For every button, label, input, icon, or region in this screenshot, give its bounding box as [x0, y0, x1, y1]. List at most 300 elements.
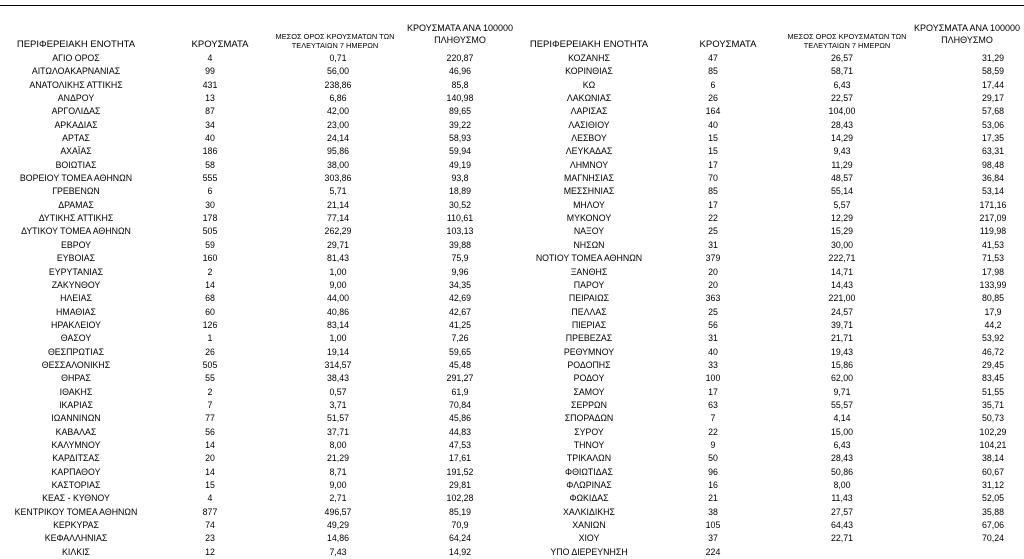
cell-avg7: 28,43 [830, 119, 853, 130]
cell-avg7: 221,00 [828, 293, 856, 304]
cell-per100k: 85,19 [448, 506, 471, 517]
cell-cases: 26 [708, 93, 718, 104]
cell-cases: 40 [708, 119, 718, 130]
cell-region: ΑΝΑΤΟΛΙΚΗΣ ΑΤΤΙΚΗΣ [29, 79, 123, 90]
cell-region: ΠΕΛΛΑΣ [571, 306, 607, 317]
cell-per100k: 59,94 [448, 146, 471, 157]
cell-avg7: 0,71 [329, 53, 347, 63]
cell-region: ΛΑΡΙΣΑΣ [570, 106, 608, 117]
cell-cases: 6 [207, 186, 213, 197]
cell-per100k: 58,93 [448, 133, 471, 144]
cell-region: ΦΘΙΩΤΙΔΑΣ [565, 466, 613, 477]
cell-region: ΑΡΚΑΔΙΑΣ [54, 119, 98, 130]
cell-avg7: 0,57 [329, 386, 347, 397]
cell-region: ΜΥΚΟΝΟΥ [566, 213, 612, 224]
cell-cases: 20 [205, 453, 215, 464]
cell-per100k: 18,89 [448, 186, 471, 197]
cell-avg7: 50,86 [830, 466, 853, 477]
cell-region: ΘΑΣΟΥ [60, 333, 92, 344]
cell-per100k: 291,27 [446, 373, 474, 384]
cell-avg7: 9,00 [329, 279, 347, 290]
cell-region: ΕΥΡΥΤΑΝΙΑΣ [48, 266, 104, 277]
cell-region: ΣΕΡΡΩΝ [571, 399, 607, 410]
cell-cases: 164 [705, 106, 721, 117]
header-avg7: ΜΕΣΟΣ ΟΡΟΣ ΚΡΟΥΣΜΑΤΩΝ ΤΩΝ ΤΕΛΕΥΤΑΙΩΝ 7 ΗΜΕΡΩΝ [787, 32, 907, 50]
cell-region: ΧΑΝΙΩΝ [572, 520, 606, 531]
cell-per100k: 70,84 [448, 399, 471, 410]
cell-per100k: 17,35 [981, 133, 1004, 144]
cell-cases: 50 [708, 453, 718, 464]
cell-region: ΘΗΡΑΣ [61, 373, 91, 384]
cell-cases: 2 [207, 386, 213, 397]
cell-region: ΧΙΟΥ [578, 533, 600, 544]
cell-cases: 68 [205, 293, 215, 304]
cell-region: ΝΗΣΩΝ [573, 239, 605, 250]
cell-per100k: 31,12 [981, 480, 1004, 490]
cell-region: ΕΒΡΟΥ [60, 239, 92, 250]
cell-per100k: 104,21 [979, 439, 1007, 450]
cell-avg7: 3,71 [329, 399, 347, 410]
cell-cases: 17 [708, 386, 718, 397]
cell-avg7: 222,71 [828, 253, 856, 264]
cell-cases: 555 [202, 173, 218, 184]
cell-region: ΙΘΑΚΗΣ [59, 386, 93, 397]
cell-cases: 379 [705, 253, 721, 264]
cell-cases: 178 [202, 213, 218, 224]
cell-avg7: 9,71 [833, 386, 851, 397]
cell-per100k: 42,69 [448, 293, 471, 304]
cell-cases: 20 [708, 279, 718, 290]
cell-per100k: 39,88 [448, 239, 471, 250]
cell-per100k: 9,96 [451, 266, 469, 277]
cell-per100k: 60,67 [981, 466, 1004, 477]
header-per100k: ΚΡΟΥΣΜΑΤΑ ΑΝΑ 100000 ΠΛΗΘΥΣΜΟ [407, 23, 513, 45]
cell-avg7: 81,43 [326, 253, 349, 264]
cell-cases: 15 [205, 480, 215, 490]
cell-cases: 505 [202, 226, 218, 237]
cell-per100k: 41,53 [981, 239, 1004, 250]
top-rule [0, 5, 1024, 6]
cell-region: ΣΥΡΟΥ [574, 426, 604, 437]
cell-cases: 4 [207, 53, 213, 63]
cell-cases: 14 [205, 439, 215, 450]
cell-region: ΤΡΙΚΑΛΩΝ [566, 453, 612, 464]
cell-region: ΘΕΣΣΑΛΟΝΙΚΗΣ [41, 359, 111, 370]
cell-cases: 877 [202, 506, 218, 517]
cell-per100k: 102,29 [979, 426, 1007, 437]
cell-cases: 56 [708, 319, 718, 330]
cell-avg7: 38,00 [326, 159, 349, 170]
cell-region: ΑΧΑΪΑΣ [60, 146, 92, 157]
cell-cases: 105 [705, 520, 721, 531]
cell-cases: 20 [708, 266, 718, 277]
cell-per100k: 75,9 [451, 253, 469, 264]
cell-region: ΚΑΛΥΜΝΟΥ [51, 439, 101, 450]
cell-cases: 87 [205, 106, 215, 117]
cell-cases: 23 [205, 533, 215, 544]
cell-cases: 25 [708, 226, 718, 237]
cell-cases: 99 [205, 66, 215, 77]
cell-per100k: 103,13 [446, 226, 474, 237]
cell-cases: 63 [708, 399, 718, 410]
cell-region: ΚΙΛΚΙΣ [62, 546, 90, 557]
cell-avg7: 8,00 [833, 480, 851, 490]
cell-cases: 22 [708, 426, 718, 437]
cell-avg7: 48,57 [830, 173, 853, 184]
cell-region: ΣΑΜΟΥ [573, 386, 605, 397]
cell-cases: 431 [202, 79, 218, 90]
cell-region: ΙΚΑΡΙΑΣ [59, 399, 93, 410]
cell-region: ΑΡΓΟΛΙΔΑΣ [51, 106, 101, 117]
cell-per100k: 35,88 [981, 506, 1004, 517]
cell-avg7: 9,43 [833, 146, 851, 157]
cell-cases: 15 [708, 133, 718, 144]
cell-per100k: 14,92 [448, 546, 471, 557]
cell-cases: 100 [705, 373, 721, 384]
cell-per100k: 53,92 [981, 333, 1004, 344]
cell-avg7: 95,86 [326, 146, 349, 157]
cell-per100k: 191,52 [446, 466, 474, 477]
cell-cases: 85 [708, 186, 718, 197]
cell-avg7: 27,57 [830, 506, 853, 517]
cell-avg7: 21,14 [326, 199, 349, 210]
cell-region: ΕΥΒΟΙΑΣ [56, 253, 96, 264]
cell-region: ΦΛΩΡΙΝΑΣ [566, 480, 612, 490]
cell-per100k: 31,29 [981, 53, 1004, 63]
cell-region: ΡΕΘΥΜΝΟΥ [563, 346, 615, 357]
cell-per100k: 29,17 [981, 93, 1004, 104]
cell-per100k: 110,61 [446, 213, 474, 224]
cell-region: ΦΩΚΙΔΑΣ [569, 493, 609, 504]
cell-avg7: 26,57 [830, 53, 853, 63]
cell-avg7: 77,14 [326, 213, 349, 224]
cell-cases: 33 [708, 359, 718, 370]
cell-per100k: 42,67 [448, 306, 471, 317]
cell-region: ΑΝΔΡΟΥ [57, 93, 95, 104]
cell-region: ΙΩΑΝΝΙΝΩΝ [51, 413, 101, 424]
cell-region: ΗΡΑΚΛΕΙΟΥ [51, 319, 101, 330]
cell-cases: 26 [205, 346, 215, 357]
header-avg7: ΜΕΣΟΣ ΟΡΟΣ ΚΡΟΥΣΜΑΤΩΝ ΤΩΝ ΤΕΛΕΥΤΑΙΩΝ 7 ΗΜΕΡΩΝ [275, 32, 395, 50]
cell-avg7: 39,71 [830, 319, 853, 330]
cell-region: ΓΡΕΒΕΝΩΝ [52, 186, 100, 197]
cell-region: ΛΑΚΩΝΙΑΣ [566, 93, 612, 104]
cell-avg7: 40,86 [326, 306, 349, 317]
cell-avg7: 11,29 [831, 159, 853, 170]
cell-region: ΑΡΤΑΣ [62, 133, 90, 144]
cell-avg7: 14,43 [830, 279, 853, 290]
cell-region: ΑΓΙΟ ΟΡΟΣ [52, 53, 100, 63]
cell-cases: 55 [205, 373, 215, 384]
cell-per100k: 51,55 [981, 386, 1004, 397]
cell-cases: 40 [205, 133, 215, 144]
cell-region: ΛΕΣΒΟΥ [571, 133, 607, 144]
cell-cases: 70 [708, 173, 718, 184]
cell-region: ΞΑΝΘΗΣ [570, 266, 608, 277]
cell-per100k: 7,26 [451, 333, 469, 344]
cell-per100k: 34,35 [448, 279, 471, 290]
cell-cases: 59 [205, 239, 215, 250]
cell-avg7: 21,29 [326, 453, 349, 464]
cell-per100k: 49,19 [448, 159, 471, 170]
cell-region: ΔΥΤΙΚΟΥ ΤΟΜΕΑ ΑΘΗΝΩΝ [21, 226, 131, 237]
cell-cases: 22 [708, 213, 718, 224]
cell-region: ΚΑΡΔΙΤΣΑΣ [52, 453, 100, 464]
cell-per100k: 46,96 [448, 66, 471, 77]
cell-region: ΠΕΙΡΑΙΩΣ [568, 293, 610, 304]
cell-cases: 38 [708, 506, 718, 517]
cell-avg7: 22,71 [830, 533, 853, 544]
cell-region: ΠΙΕΡΙΑΣ [571, 319, 607, 330]
cell-avg7: 49,29 [326, 520, 349, 531]
header-cases: ΚΡΟΥΣΜΑΤΑ [699, 39, 757, 50]
cell-per100k: 220,87 [446, 53, 474, 63]
cell-avg7: 12,29 [830, 213, 853, 224]
cell-per100k: 57,68 [981, 106, 1004, 117]
cell-per100k: 53,06 [981, 119, 1004, 130]
cell-region: ΚΟΖΑΝΗΣ [568, 53, 610, 63]
cell-avg7: 14,86 [326, 533, 349, 544]
cell-per100k: 52,05 [981, 493, 1004, 504]
cell-per100k: 38,14 [981, 453, 1004, 464]
cell-cases: 31 [708, 333, 718, 344]
cell-region: ΔΥΤΙΚΗΣ ΑΤΤΙΚΗΣ [38, 213, 114, 224]
cell-region: ΠΑΡΟΥ [573, 279, 605, 290]
cell-region: ΤΗΝΟΥ [573, 439, 605, 450]
cell-region: ΚΑΒΑΛΑΣ [55, 426, 97, 437]
cell-cases: 14 [205, 279, 215, 290]
cell-region: ΛΗΜΝΟΥ [569, 159, 609, 170]
cell-cases: 160 [202, 253, 218, 264]
cell-per100k: 61,9 [451, 386, 469, 397]
cell-per100k: 39,22 [448, 119, 471, 130]
cell-region: ΛΑΣΙΘΙΟΥ [568, 119, 610, 130]
cell-avg7: 29,71 [326, 239, 349, 250]
cell-per100k: 44,83 [448, 426, 471, 437]
cell-cases: 30 [205, 199, 215, 210]
cell-region: ΚΕΡΚΥΡΑΣ [53, 520, 99, 531]
header-region: ΠΕΡΙΦΕΡΕΙΑΚΗ ΕΝΟΤΗΤΑ [16, 39, 136, 50]
cell-per100k: 63,31 [981, 146, 1004, 157]
cell-region: ΒΟΡΕΙΟΥ ΤΟΜΕΑ ΑΘΗΝΩΝ [19, 173, 133, 184]
cell-avg7: 55,14 [830, 186, 853, 197]
cell-per100k: 133,99 [979, 279, 1007, 290]
cell-avg7: 23,00 [326, 119, 349, 130]
cell-cases: 31 [708, 239, 718, 250]
cell-cases: 60 [205, 306, 215, 317]
cell-region: ΚΩ [582, 79, 596, 90]
cell-region: ΒΟΙΩΤΙΑΣ [55, 159, 97, 170]
cell-per100k: 217,09 [979, 213, 1007, 224]
cell-avg7: 42,00 [326, 106, 349, 117]
cell-per100k: 17,9 [984, 306, 1002, 317]
cell-avg7: 37,71 [326, 426, 349, 437]
cell-per100k: 80,85 [981, 293, 1004, 304]
cell-cases: 13 [205, 93, 215, 104]
cell-cases: 77 [205, 413, 215, 424]
cell-per100k: 45,86 [448, 413, 471, 424]
cell-cases: 85 [708, 66, 718, 77]
cell-cases: 96 [708, 466, 718, 477]
cell-avg7: 2,71 [329, 493, 347, 504]
cell-cases: 6 [710, 79, 716, 90]
cell-avg7: 62,00 [830, 373, 853, 384]
cell-per100k: 58,59 [981, 66, 1004, 77]
cell-avg7: 15,00 [830, 426, 853, 437]
cell-cases: 34 [205, 119, 215, 130]
cell-avg7: 1,00 [329, 333, 347, 344]
cell-per100k: 47,53 [448, 439, 471, 450]
cell-region: ΚΕΑΣ - ΚΥΘΝΟΥ [42, 493, 110, 504]
cell-per100k: 45,48 [448, 359, 471, 370]
cell-avg7: 28,43 [830, 453, 853, 464]
cell-cases: 12 [205, 546, 215, 557]
cell-cases: 15 [708, 146, 718, 157]
cell-region: ΚΕΝΤΡΙΚΟΥ ΤΟΜΕΑ ΑΘΗΝΩΝ [14, 506, 138, 517]
cell-avg7: 6,86 [329, 93, 347, 104]
cell-avg7: 44,00 [326, 293, 349, 304]
cell-avg7: 38,43 [326, 373, 349, 384]
cell-per100k: 67,06 [981, 520, 1004, 531]
cell-per100k: 44,2 [984, 319, 1002, 330]
cell-region: ΜΗΛΟΥ [573, 199, 605, 210]
cell-per100k: 64,24 [448, 533, 471, 544]
cell-avg7: 6,43 [833, 79, 851, 90]
cell-cases: 186 [202, 146, 218, 157]
cell-region: ΣΠΟΡΑΔΩΝ [564, 413, 614, 424]
cell-per100k: 53,14 [981, 186, 1004, 197]
cell-avg7: 19,14 [326, 346, 349, 357]
cell-cases: 74 [205, 520, 215, 531]
cell-region: ΜΕΣΣΗΝΙΑΣ [563, 186, 615, 197]
cell-region: ΚΑΣΤΟΡΙΑΣ [51, 480, 101, 490]
cell-avg7: 8,71 [329, 466, 347, 477]
cell-avg7: 22,57 [830, 93, 853, 104]
cell-cases: 17 [708, 159, 718, 170]
cell-region: ΚΕΦΑΛΛΗΝΙΑΣ [44, 533, 108, 544]
cell-avg7: 14,71 [830, 266, 853, 277]
cell-cases: 14 [205, 466, 215, 477]
cell-avg7: 83,14 [326, 319, 349, 330]
cell-avg7: 238,86 [324, 79, 352, 90]
cell-cases: 56 [205, 426, 215, 437]
cell-avg7: 496,57 [324, 506, 352, 517]
cell-avg7: 21,71 [830, 333, 853, 344]
cell-region: ΜΑΓΝΗΣΙΑΣ [564, 173, 614, 184]
cell-avg7: 5,71 [329, 186, 347, 197]
cell-per100k: 171,16 [979, 199, 1007, 210]
cell-per100k: 41,25 [448, 319, 471, 330]
cell-cases: 7 [207, 399, 213, 410]
cell-region: ΝΟΤΙΟΥ ΤΟΜΕΑ ΑΘΗΝΩΝ [535, 253, 643, 264]
cell-per100k: 30,52 [448, 199, 471, 210]
cell-avg7: 15,29 [830, 226, 853, 237]
cell-per100k: 119,98 [979, 226, 1007, 237]
cell-avg7: 55,57 [830, 399, 853, 410]
cell-per100k: 89,65 [448, 106, 471, 117]
cell-cases: 4 [207, 493, 213, 504]
cell-region: ΘΕΣΠΡΩΤΙΑΣ [47, 346, 105, 357]
header-per100k: ΚΡΟΥΣΜΑΤΑ ΑΝΑ 100000 ΠΛΗΘΥΣΜΟ [914, 23, 1020, 45]
cell-per100k: 46,72 [981, 346, 1004, 357]
cell-region: ΝΑΞΟΥ [573, 226, 605, 237]
cell-cases: 224 [705, 546, 721, 557]
cell-avg7: 303,86 [324, 173, 352, 184]
cell-per100k: 17,44 [981, 79, 1004, 90]
cell-region: ΧΑΛΚΙΔΙΚΗΣ [563, 506, 615, 517]
cell-cases: 17 [708, 199, 718, 210]
cell-region: ΠΡΕΒΕΖΑΣ [565, 333, 613, 344]
cell-avg7: 9,00 [329, 480, 347, 490]
cell-cases: 47 [708, 53, 718, 63]
cell-per100k: 35,71 [981, 399, 1004, 410]
cell-per100k: 59,65 [448, 346, 471, 357]
cell-avg7: 7,43 [329, 546, 347, 557]
cell-cases: 363 [705, 293, 721, 304]
cell-per100k: 70,9 [451, 520, 469, 531]
cell-cases: 58 [205, 159, 215, 170]
cell-cases: 505 [202, 359, 218, 370]
cell-cases: 7 [710, 413, 716, 424]
cell-per100k: 85,8 [451, 79, 469, 90]
cell-avg7: 1,00 [329, 266, 347, 277]
cell-region: ΑΙΤΩΛΟΑΚΑΡΝΑΝΙΑΣ [31, 66, 121, 77]
cell-region: ΚΟΡΙΝΘΙΑΣ [565, 66, 613, 77]
cell-avg7: 104,00 [828, 106, 856, 117]
cell-cases: 16 [708, 480, 718, 490]
cell-cases: 40 [708, 346, 718, 357]
cell-region: ΡΟΔΟΠΗΣ [567, 359, 611, 370]
cell-avg7: 58,71 [830, 66, 853, 77]
cell-avg7: 262,29 [324, 226, 352, 237]
cell-per100k: 17,61 [448, 453, 471, 464]
header-region: ΠΕΡΙΦΕΡΕΙΑΚΗ ΕΝΟΤΗΤΑ [529, 39, 649, 50]
cell-per100k: 50,73 [981, 413, 1004, 424]
cell-per100k: 98,48 [981, 159, 1004, 170]
cell-per100k: 140,98 [446, 93, 474, 104]
cell-region: ΥΠΟ ΔΙΕΡΕΥΝΗΣΗ [550, 546, 628, 557]
cell-per100k: 71,53 [981, 253, 1004, 264]
cell-cases: 25 [708, 306, 718, 317]
cell-cases: 126 [202, 319, 218, 330]
cell-region: ΡΟΔΟΥ [573, 373, 605, 384]
cell-region: ΔΡΑΜΑΣ [58, 199, 94, 210]
cell-cases: 2 [207, 266, 213, 277]
cell-avg7: 11,43 [831, 493, 853, 504]
cell-avg7: 56,00 [326, 66, 349, 77]
cell-avg7: 5,57 [833, 199, 851, 210]
cell-region: ΗΜΑΘΙΑΣ [56, 306, 96, 317]
cell-avg7: 24,14 [326, 133, 349, 144]
cell-region: ΖΑΚΥΝΘΟΥ [51, 279, 101, 290]
cell-region: ΚΑΡΠΑΘΟΥ [51, 466, 101, 477]
cell-avg7: 24,57 [830, 306, 853, 317]
cell-region: ΗΛΕΙΑΣ [60, 293, 92, 304]
cell-avg7: 15,86 [830, 359, 853, 370]
cell-per100k: 102,28 [446, 493, 474, 504]
cell-cases: 21 [708, 493, 718, 504]
cell-cases: 9 [710, 439, 716, 450]
cell-avg7: 14,29 [830, 133, 853, 144]
cell-avg7: 19,43 [830, 346, 853, 357]
cell-per100k: 83,45 [981, 373, 1004, 384]
cell-avg7: 6,43 [833, 439, 851, 450]
cell-per100k: 93,8 [451, 173, 469, 184]
header-cases: ΚΡΟΥΣΜΑΤΑ [191, 39, 249, 50]
cell-cases: 1 [207, 333, 213, 344]
cell-avg7: 8,00 [329, 439, 347, 450]
cell-cases: 37 [708, 533, 718, 544]
